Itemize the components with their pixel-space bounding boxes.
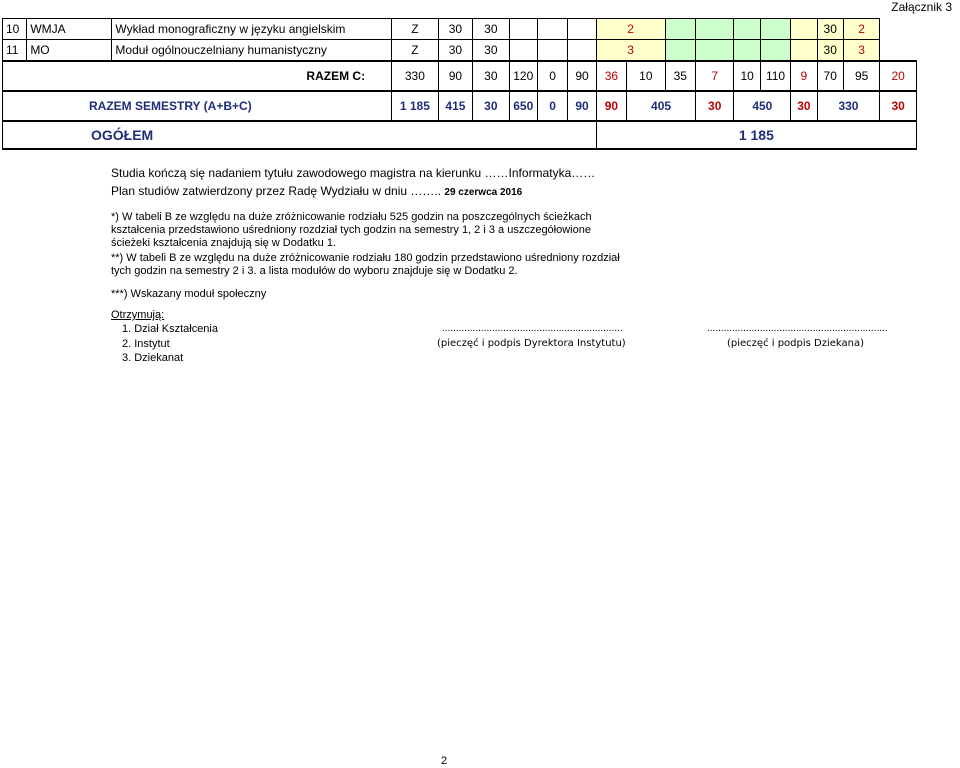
razem-sem-value: 405	[627, 91, 696, 121]
zal-type: Z	[392, 40, 439, 62]
razem-sem-value: 90	[596, 91, 626, 121]
recipient-item: 1. Dział Kształcenia	[122, 323, 218, 335]
razem-sem-value: 30	[695, 91, 734, 121]
approval-date: 29 czerwca 2016	[444, 187, 523, 198]
razem-c-value: 10	[734, 61, 760, 91]
signature-line-dean: .................................................................	[707, 323, 888, 334]
razem-sem-value: 1 185	[392, 91, 439, 121]
ogolem-value: 1 185	[596, 121, 916, 149]
razem-c-value: 70	[817, 61, 843, 91]
razem-c-value: 20	[880, 61, 917, 91]
ects-value: 3	[843, 40, 879, 62]
razem-sem-value: 90	[568, 91, 596, 121]
razem-c-value: 0	[537, 61, 567, 91]
razem-sem-value: 650	[509, 91, 537, 121]
razem-c-label: RAZEM C:	[3, 61, 392, 91]
razem-sem-value: 30	[473, 91, 509, 121]
razem-c-value: 330	[392, 61, 439, 91]
table-row	[3, 19, 917, 40]
razem-c-value: 30	[473, 61, 509, 91]
hours-total: 30	[438, 40, 472, 62]
note-2: **) W tabeli B ze względu na duże zróżnicowanie rodziału 180 godzin przedstawiono uśredniony rozdział tych godzin na semestry 2 i 3. a lista modułów do wyboru znajduje się w Dodatku 2.	[111, 252, 620, 277]
signature-caption-director: (pieczęć i podpis Dyrektora Instytutu)	[437, 338, 626, 349]
hours-lecture: 30	[473, 19, 509, 40]
razem-c-value: 95	[843, 61, 879, 91]
module-code: MO	[27, 40, 112, 62]
razem-sem-value: 30	[791, 91, 817, 121]
razem-semestry-label: RAZEM SEMESTRY (A+B+C)	[3, 91, 392, 121]
razem-c-value: 90	[568, 61, 596, 91]
razem-sem-value: 415	[438, 91, 472, 121]
ects-value: 3	[596, 40, 665, 62]
hours-value: 30	[817, 40, 843, 62]
annex-label: Załącznik 3	[891, 0, 952, 14]
razem-c-value: 10	[627, 61, 666, 91]
razem-c-value: 7	[695, 61, 734, 91]
ogolem-label: OGÓŁEM	[3, 121, 597, 149]
study-plan-table	[2, 18, 917, 150]
razem-c-value: 9	[791, 61, 817, 91]
ogolem-row	[3, 121, 917, 149]
row-number: 11	[3, 40, 27, 62]
razem-sem-value: 450	[734, 91, 791, 121]
module-name: Moduł ogólnouczelniany humanistyczny	[112, 40, 392, 62]
razem-c-value: 36	[596, 61, 626, 91]
approval-text: Plan studiów zatwierdzony przez Radę Wydziału w dniu ……..	[111, 184, 442, 198]
razem-semestry-row	[3, 91, 917, 121]
ects-value: 2	[843, 19, 879, 40]
razem-sem-value: 30	[880, 91, 917, 121]
razem-sem-value: 330	[817, 91, 880, 121]
note-3: ***) Wskazany moduł społeczny	[111, 288, 267, 300]
page-number: 2	[441, 755, 448, 767]
recipients-title: Otrzymują:	[111, 309, 165, 321]
razem-c-row	[3, 61, 917, 91]
ects-value: 2	[596, 19, 665, 40]
recipient-item: 3. Dziekanat	[122, 352, 184, 364]
razem-c-value: 110	[760, 61, 790, 91]
razem-c-value: 90	[438, 61, 472, 91]
hours-total: 30	[438, 19, 472, 40]
zal-type: Z	[392, 19, 439, 40]
signature-line-director: .................................................................	[442, 323, 623, 334]
note-1: *) W tabeli B ze względu na duże zróżnicowanie rodziału 525 godzin na poszczególnych ścieżkach kształcenia przedstawiono uśredniony rozdział tych godzin na semestry 1, 2 i 3 a uszczegółowione ścieżeki kształcenia znajdują się w Dodatku 1.	[111, 211, 592, 249]
approval-line	[111, 184, 522, 198]
hours-lecture: 30	[473, 40, 509, 62]
row-number: 10	[3, 19, 27, 40]
razem-c-value: 35	[665, 61, 695, 91]
razem-sem-value: 0	[537, 91, 567, 121]
module-name: Wykład monograficzny w języku angielskim	[112, 19, 392, 40]
degree-line: Studia kończą się nadaniem tytułu zawodowego magistra na kierunku ……Informatyka……	[111, 166, 596, 180]
recipient-item: 2. Instytut	[122, 338, 170, 350]
razem-c-value: 120	[509, 61, 537, 91]
hours-value: 30	[817, 19, 843, 40]
module-code: WMJA	[27, 19, 112, 40]
signature-caption-dean: (pieczęć i podpis Dziekana)	[727, 338, 865, 349]
table-row	[3, 40, 917, 62]
